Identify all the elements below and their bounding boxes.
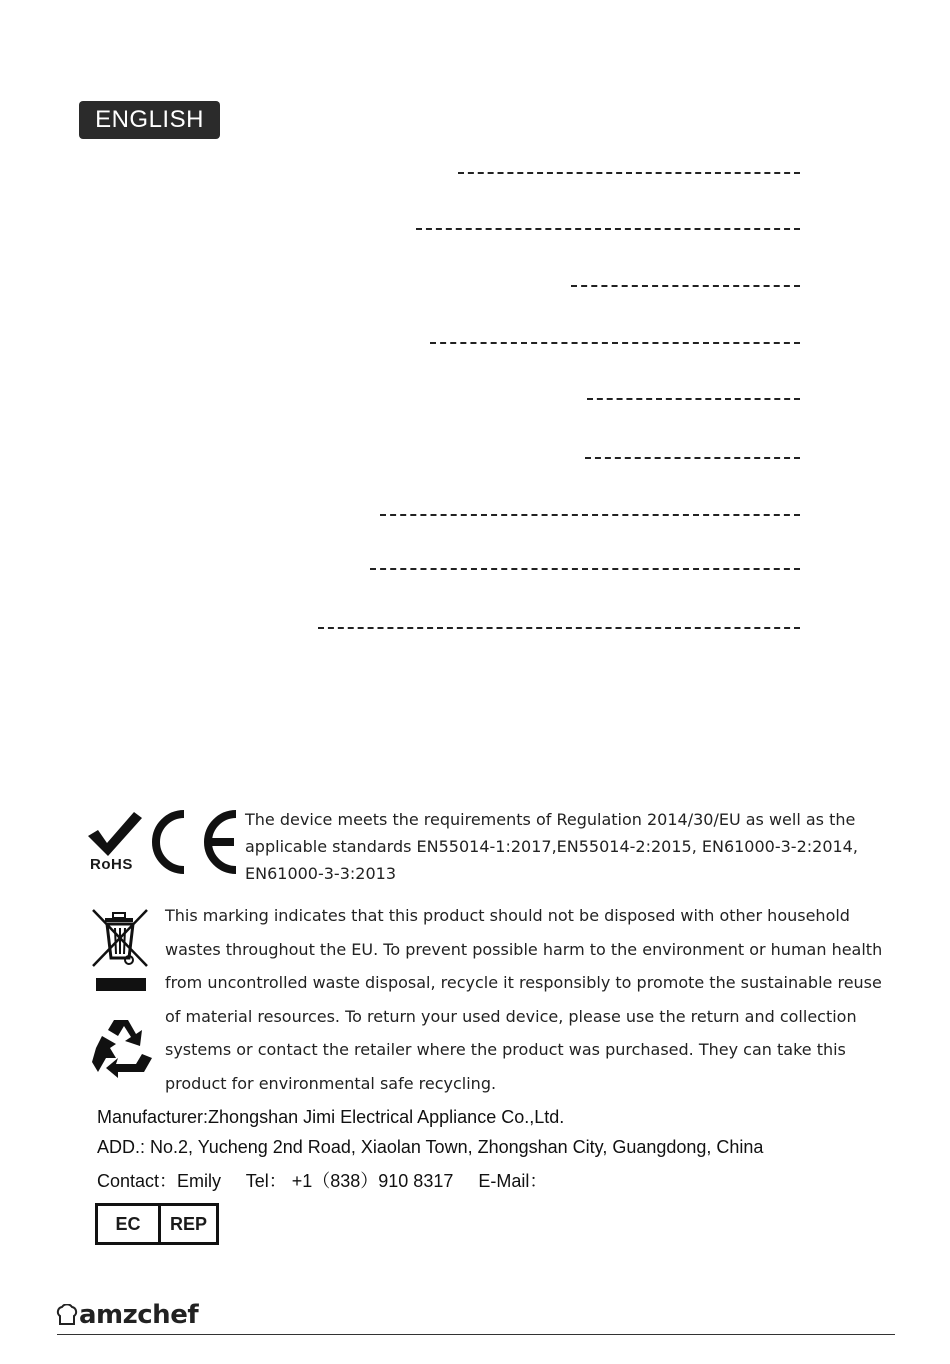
ce-compliance-statement: The device meets the requirements of Regulation 2014/30/EU as well as the applicable standards EN55014-1:2017,EN55014-2:2015, EN61000-3-2:2014, EN61000-3-3:2013 xyxy=(245,810,858,883)
rep-label: REP xyxy=(169,1214,207,1234)
rohs-label: RoHS xyxy=(90,856,133,873)
brand-name: amzchef xyxy=(79,1300,199,1330)
toc-leader-line xyxy=(430,342,800,344)
toc-leader-line xyxy=(585,457,800,459)
ce-mark-icon xyxy=(150,810,242,874)
toc-leader-line xyxy=(587,398,800,400)
toc-leader-line xyxy=(370,568,800,570)
weee-crossed-bin-icon xyxy=(91,908,149,992)
chef-hat-icon xyxy=(55,1304,79,1326)
manufacturer-address: ADD.: No.2, Yucheng 2nd Road, Xiaolan Town, Zhongshan City, Guangdong, China xyxy=(97,1137,764,1157)
toc-leader-line xyxy=(571,285,800,287)
manufacturer-name: Manufacturer:Zhongshan Jimi Electrical Appliance Co.,Ltd. xyxy=(97,1107,565,1127)
toc-leader-line xyxy=(318,627,800,629)
toc-leader-line xyxy=(416,228,800,230)
rohs-check-icon xyxy=(86,810,144,860)
recycle-icon xyxy=(88,1014,156,1078)
footer-divider xyxy=(57,1334,895,1335)
brand-logo xyxy=(55,1300,198,1330)
ec-label: EC xyxy=(98,1206,161,1242)
weee-disposal-statement: This marking indicates that this product should not be disposed with other household wastes throughout the EU. To prevent possible harm to the environment or human health from uncontrolled waste disposal, recycle it responsibly to promote the sustainable reuse of material resources. To return your used device, please use the return and collection systems or contact the retailer where the product was purchased. They can take this product for environmental safe recycling. xyxy=(165,906,883,1093)
ec-rep-box xyxy=(95,1203,219,1245)
toc-leader-line xyxy=(458,172,800,174)
manufacturer-contact: Contact：Emily Tel： +1（838）910 8317 E-Mail： xyxy=(97,1171,548,1191)
language-badge: ENGLISH xyxy=(79,101,220,139)
toc-leader-line xyxy=(380,514,800,516)
